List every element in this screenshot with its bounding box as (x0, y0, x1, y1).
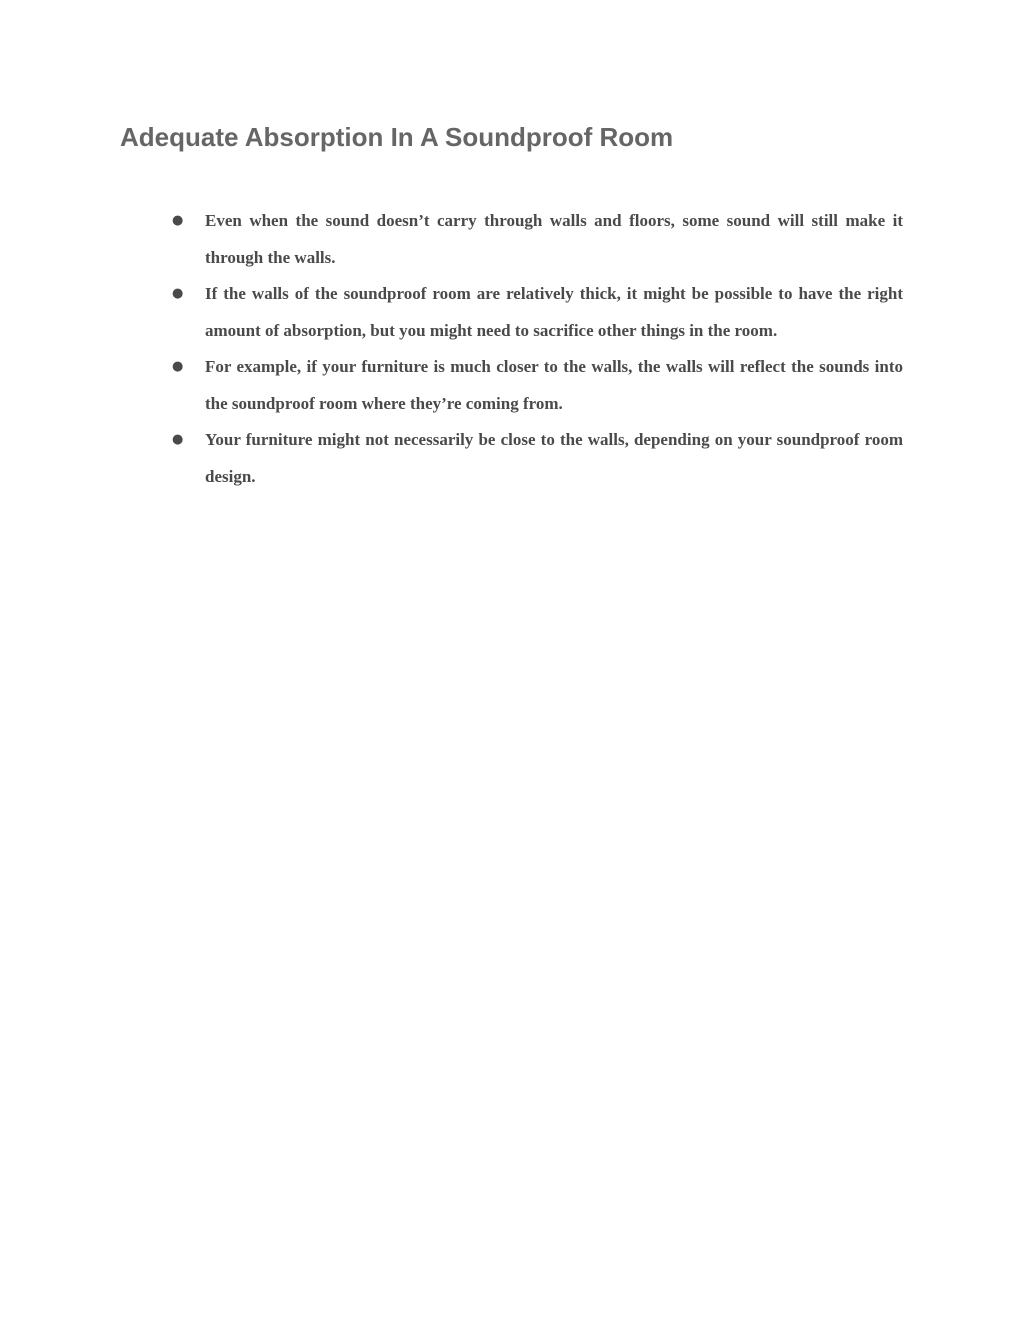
list-item (0, 422, 1024, 495)
bullet-text: If the walls of the soundproof room are relatively thick, it might be possible to have the right amount of absorption, but you might need to sacrifice other things in the room. (205, 284, 903, 340)
bullet-dot-icon: ● (172, 359, 184, 374)
bullet-list (0, 203, 1024, 495)
list-item (0, 349, 1024, 422)
bullet-dot-icon: ● (172, 286, 184, 301)
bullet-text: Your furniture might not necessarily be close to the walls, depending on your soundproof room design. (205, 430, 903, 486)
page-title: Adequate Absorption In A Soundproof Room (120, 122, 674, 152)
bullet-text: Even when the sound doesn’t carry through walls and floors, some sound will still make it through the walls. (205, 211, 903, 267)
list-item (0, 203, 1024, 276)
list-item (0, 276, 1024, 349)
bullet-text: For example, if your furniture is much closer to the walls, the walls will reflect the sounds into the soundproof room where they’re coming from. (205, 357, 903, 413)
bullet-dot-icon: ● (172, 432, 184, 447)
bullet-dot-icon: ● (172, 213, 184, 228)
